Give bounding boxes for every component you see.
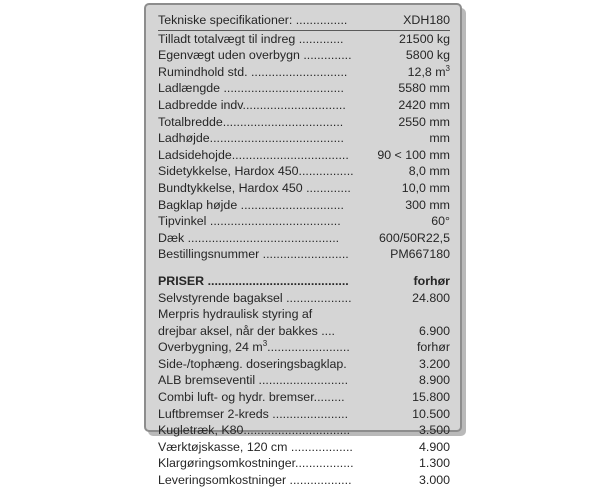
price-value: 4.900	[418, 439, 450, 454]
spec-row	[158, 147, 450, 164]
price-label: ALB bremseventil ..........................	[158, 373, 349, 388]
price-row	[158, 472, 450, 489]
price-row	[158, 389, 450, 406]
spacer-row	[158, 263, 450, 273]
spec-label: Egenvægt uden overbygn ..............	[158, 48, 352, 63]
spec-label: Sidetykkelse, Hardox 450................	[158, 164, 354, 179]
spec-value: 5580 mm	[398, 81, 450, 96]
spec-header-row	[158, 12, 450, 30]
price-value: 3.500	[418, 423, 450, 438]
spec-label: Totalbredde...................................	[158, 114, 344, 129]
spec-label: Ladsidehojde..................................	[158, 147, 349, 162]
spec-label: Tipvinkel ......................................	[158, 214, 341, 229]
spec-row	[158, 80, 450, 97]
spec-value: 10,0 mm	[401, 180, 450, 195]
spec-row	[158, 213, 450, 230]
prices-header-label: PRISER .........................................	[158, 273, 349, 288]
spec-header-value: XDH180	[354, 12, 450, 30]
price-row	[158, 372, 450, 389]
spec-label: Ladlængde ...................................	[158, 81, 344, 96]
spec-value: 300 mm	[405, 197, 450, 212]
spec-label: Ladhøjde.......................................	[158, 131, 344, 146]
value-superscript: 3	[445, 63, 450, 73]
price-value: 6.900	[418, 323, 450, 338]
spec-value: mm	[429, 131, 450, 146]
spec-row	[158, 30, 450, 47]
price-row	[158, 290, 450, 307]
spec-value: 60°	[431, 214, 450, 229]
price-row	[158, 455, 450, 472]
price-label: Combi luft- og hydr. bremser.........	[158, 390, 345, 405]
spec-row	[158, 64, 450, 81]
price-row	[158, 306, 450, 323]
price-label: drejbar aksel, når der bakkes ....	[158, 323, 335, 338]
spec-row	[158, 163, 450, 180]
price-label: Side-/tophæng. doseringsbagklap.	[158, 356, 347, 371]
prices-header-group	[158, 273, 450, 290]
price-value: 10.500	[412, 406, 450, 421]
specification-table-body	[158, 12, 450, 30]
spec-label: Bestillingsnummer .........................	[158, 247, 349, 262]
price-label: Klargøringsomkostninger.................	[158, 456, 354, 471]
price-value	[354, 306, 450, 323]
spacer-cell-left	[158, 263, 354, 273]
spec-row	[158, 197, 450, 214]
price-row	[158, 339, 450, 356]
spec-card-content	[158, 12, 450, 489]
spec-row	[158, 97, 450, 114]
price-row	[158, 422, 450, 439]
section-spacer	[158, 263, 450, 273]
technical-specification-card	[144, 3, 462, 488]
price-label: Luftbremser 2-kreds ......................	[158, 406, 349, 421]
price-value: 1.300	[418, 456, 450, 471]
spec-value: PM667180	[390, 247, 450, 262]
spec-value: 8,0 mm	[408, 164, 450, 179]
spec-value: 2550 mm	[398, 114, 450, 129]
price-label: Leveringsomkostninger ..................	[158, 473, 352, 488]
spec-row	[158, 180, 450, 197]
spec-header-label: Tekniske specifikationer: ...............	[158, 12, 354, 30]
specs-rows	[158, 30, 450, 263]
price-value: 3.200	[418, 356, 450, 371]
spec-value: 2420 mm	[398, 97, 450, 112]
price-label: Overbygning, 24 $m^3$........................	[158, 339, 350, 355]
spec-value: 600/50R22,5	[379, 230, 450, 245]
price-label: Værktøjskasse, 120 cm ..................	[158, 439, 353, 454]
price-row	[158, 439, 450, 456]
specification-table	[158, 12, 450, 489]
spec-row	[158, 47, 450, 64]
spec-label: Tilladt totalvægt til indreg .............	[158, 31, 344, 46]
spec-row	[158, 246, 450, 263]
price-label: Merpris hydraulisk styring af	[158, 307, 313, 322]
spec-label: Bagklap højde ..............................	[158, 197, 344, 212]
spec-label: Dæk ............................................	[158, 230, 340, 245]
spacer-cell-right	[354, 263, 450, 273]
spec-value: 5800 kg	[405, 48, 450, 63]
spec-label: Ladbredde indv..............................	[158, 97, 346, 112]
spec-row	[158, 230, 450, 247]
price-value: 3.000	[418, 473, 450, 488]
prices-header-row	[158, 273, 450, 290]
price-row	[158, 406, 450, 423]
spec-label: Rumindhold std. ............................	[158, 64, 348, 79]
spec-row	[158, 114, 450, 131]
price-value: forhør	[416, 340, 450, 355]
prices-header-value: forhør	[413, 273, 450, 288]
spec-value: 12,8 $m^3$	[407, 63, 450, 79]
price-row	[158, 323, 450, 340]
label-superscript: 3	[262, 339, 268, 349]
price-value: 15.800	[412, 390, 450, 405]
price-label: Kugletræk, K80...............................	[158, 423, 351, 438]
spec-value: 21500 kg	[399, 31, 450, 46]
spec-row	[158, 130, 450, 147]
price-value: 24.800	[412, 290, 450, 305]
price-label: Selvstyrende bagaksel ...................	[158, 290, 352, 305]
prices-rows	[158, 290, 450, 489]
price-row	[158, 356, 450, 373]
price-value: 8.900	[418, 373, 450, 388]
spec-value: 90 < 100 mm	[377, 147, 450, 162]
spec-label: Bundtykkelse, Hardox 450 .............	[158, 180, 351, 195]
